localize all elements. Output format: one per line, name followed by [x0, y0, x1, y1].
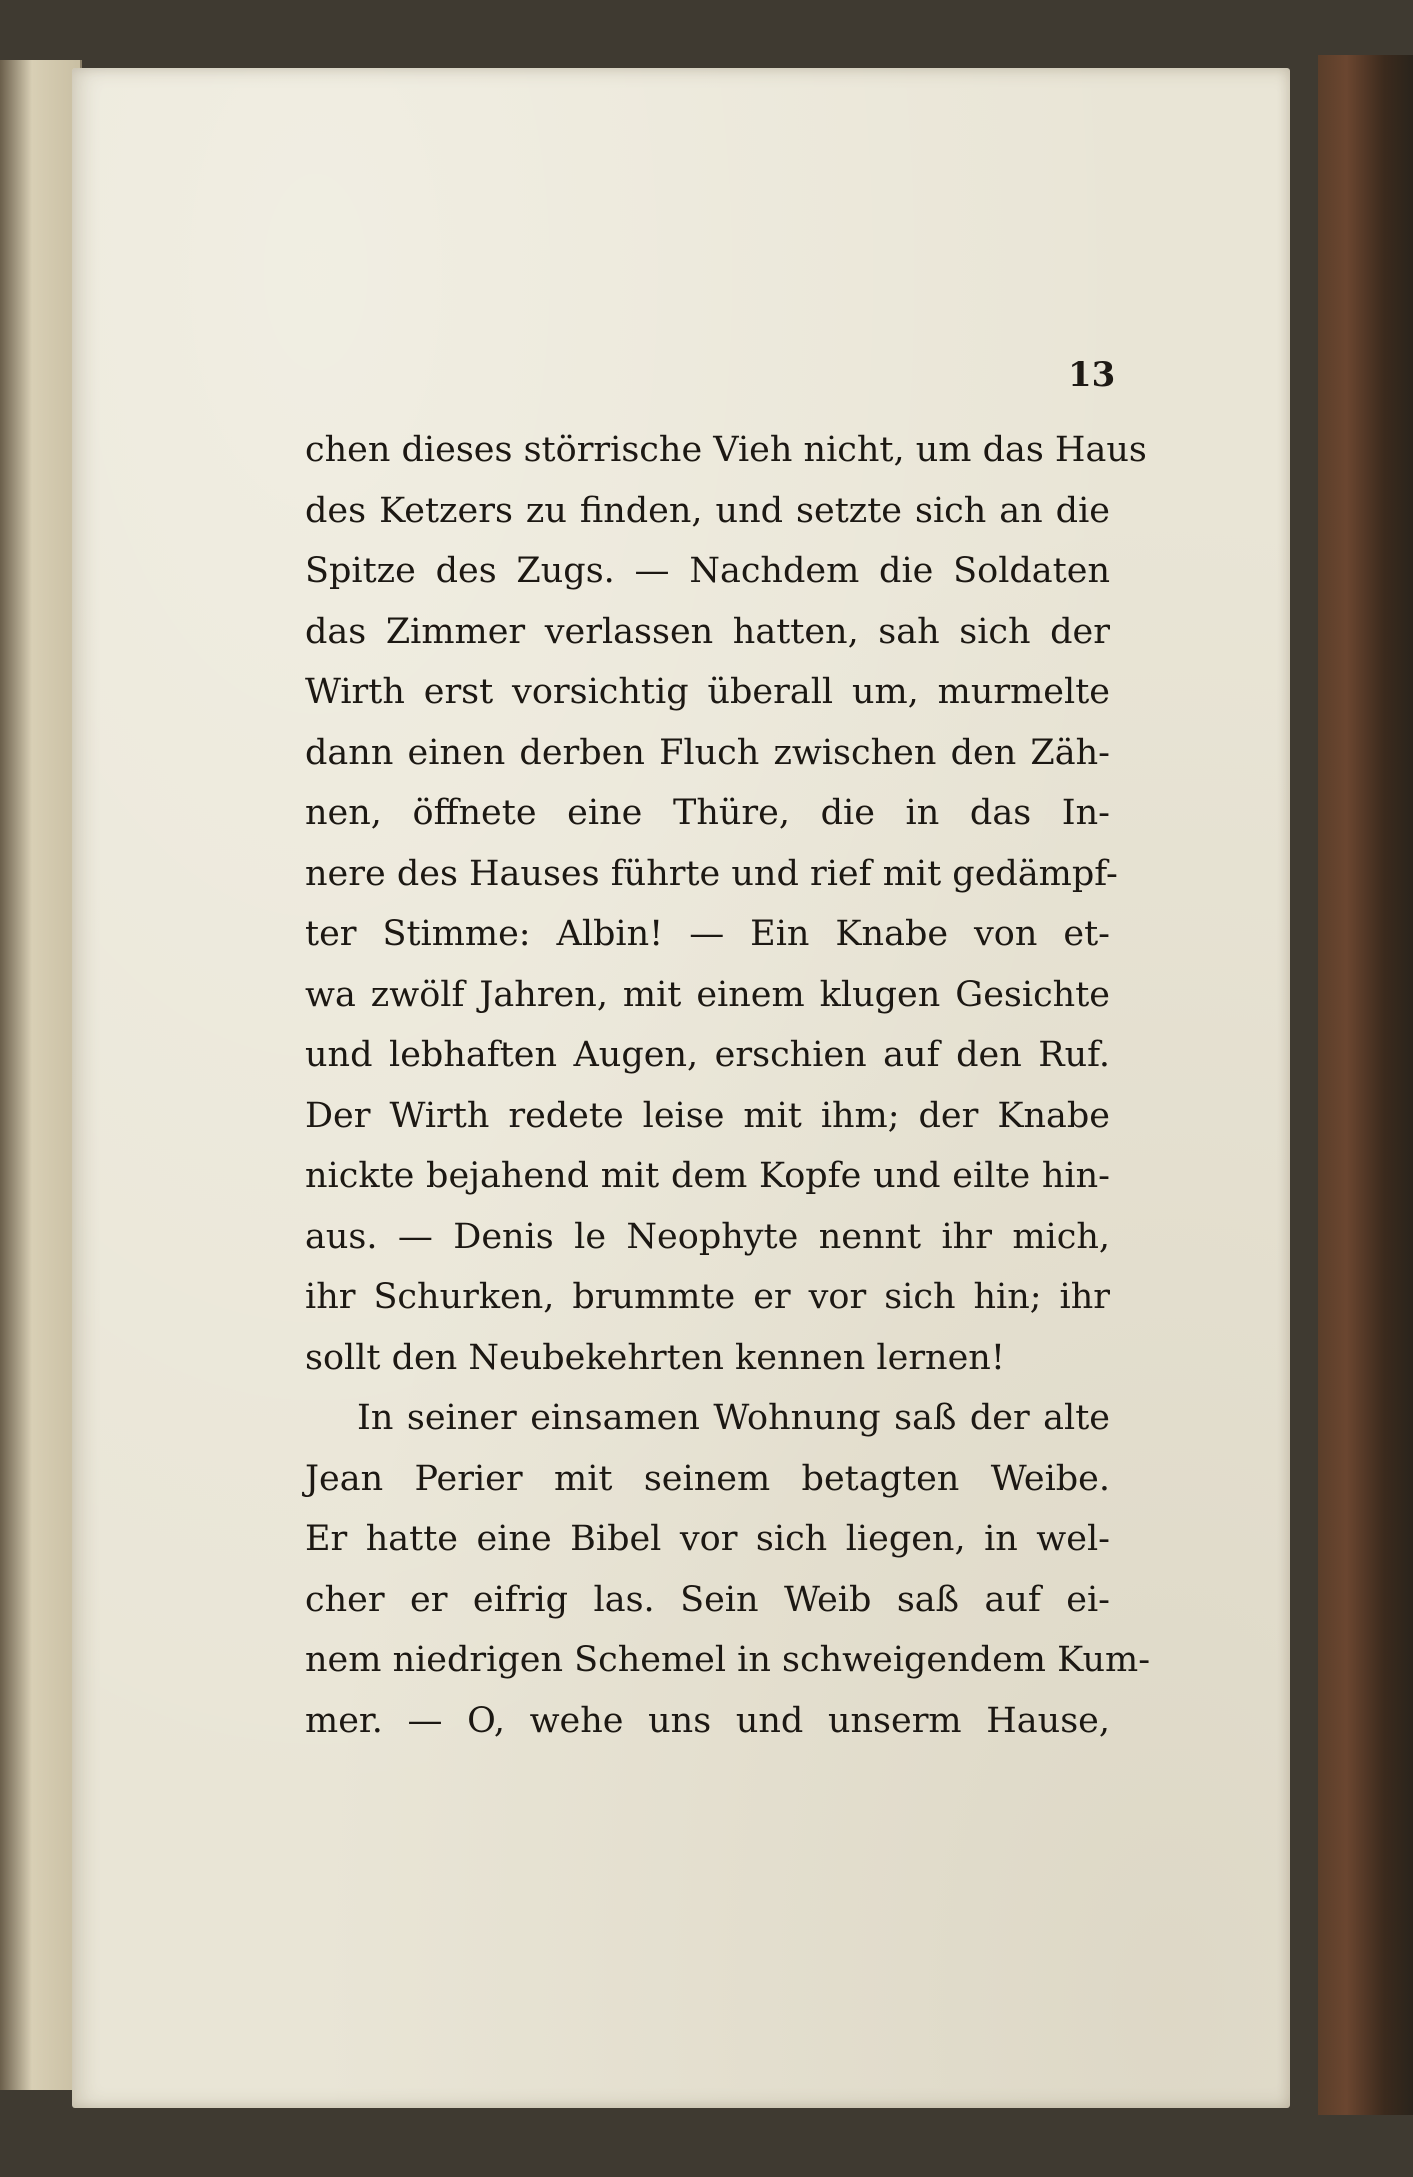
- text-line: des Ketzers zu finden, und setzte sich an die: [305, 490, 1110, 531]
- text-line: ter Stimme: Albin! — Ein Knabe von et-: [305, 914, 1110, 954]
- text-line: Wirth erst vorsichtig überall um, murmelte: [305, 672, 1110, 712]
- page-number: 13: [1068, 355, 1116, 395]
- text-line: das Zimmer verlassen hatten, sah sich der: [305, 611, 1110, 652]
- page-text: [305, 420, 1151, 1751]
- text-line: nere des Hauses führte und rief mit gedämpf-: [305, 853, 1118, 894]
- text-line: nem niedrigen Schemel in schweigendem Kum-: [305, 1640, 1151, 1680]
- text-line: Er hatte eine Bibel vor sich liegen, in wel-: [305, 1519, 1110, 1559]
- text-line: und lebhaften Augen, erschien auf den Ruf.: [305, 1035, 1110, 1075]
- text-line: Spitze des Zugs. — Nachdem die Soldaten: [305, 551, 1110, 591]
- text-line: sollt den Neubekehrten kennen lernen!: [305, 1337, 1005, 1378]
- book-cover-edge: [1318, 55, 1413, 2115]
- text-line: Jean Perier mit seinem betagten Weibe.: [305, 1458, 1110, 1499]
- text-line: cher er eifrig las. Sein Weib saß auf ei-: [305, 1579, 1110, 1620]
- facing-page-edge: [0, 60, 82, 2090]
- text-line: wa zwölf Jahren, mit einem klugen Gesichte: [305, 974, 1110, 1015]
- text-line: aus. — Denis le Neophyte nennt ihr mich,: [305, 1216, 1110, 1257]
- text-line: dann einen derben Fluch zwischen den Zäh-: [305, 732, 1110, 773]
- text-line: nen, öffnete eine Thüre, die in das In-: [305, 793, 1110, 833]
- text-line: In seiner einsamen Wohnung saß der alte: [357, 1398, 1110, 1438]
- text-line: mer. — O, wehe uns und unserm Hause,: [305, 1700, 1110, 1741]
- text-line: ihr Schurken, brummte er vor sich hin; ihr: [305, 1277, 1110, 1317]
- text-line: Der Wirth redete leise mit ihm; der Knabe: [305, 1095, 1110, 1136]
- text-line: nickte bejahend mit dem Kopfe und eilte hin-: [305, 1156, 1110, 1196]
- text-line: chen dieses störrische Vieh nicht, um das Haus: [305, 430, 1147, 470]
